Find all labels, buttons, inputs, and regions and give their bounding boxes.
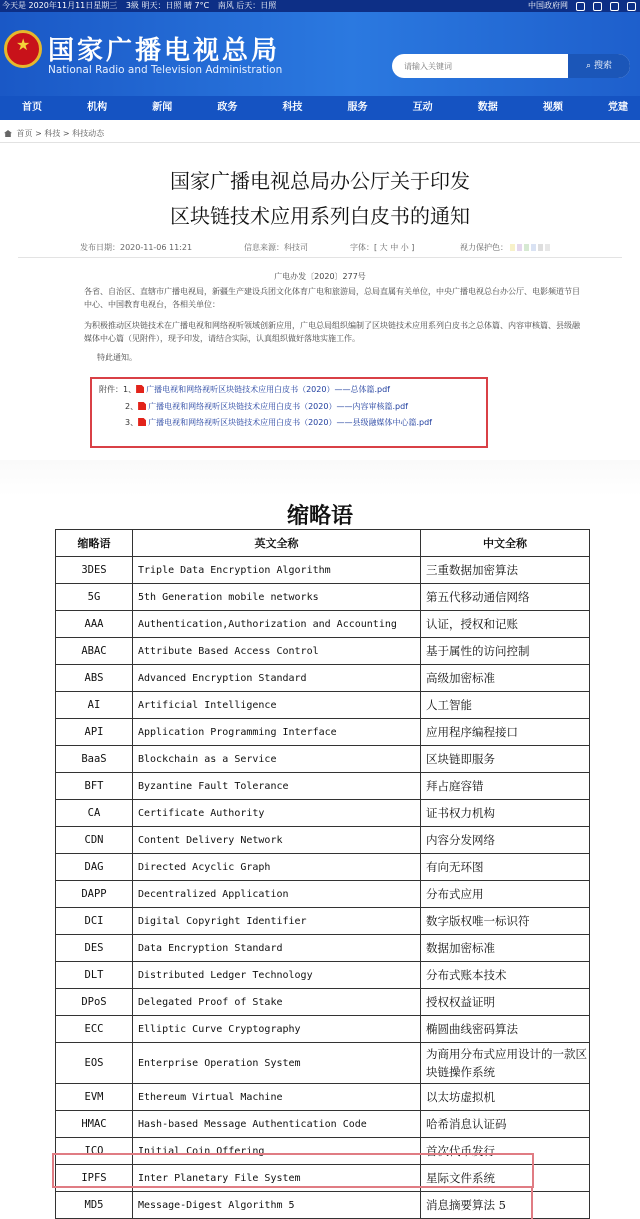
breadcrumb-separator: >	[62, 129, 70, 138]
breadcrumb	[4, 128, 104, 139]
search-button[interactable]: ⌕ 搜索	[568, 54, 630, 78]
nav-item-services[interactable]: 服务	[347, 102, 368, 113]
nav-item-party[interactable]: 党建	[607, 102, 628, 113]
table-row	[56, 1111, 590, 1138]
english-name-cell: Inter Planetary File System	[133, 1165, 421, 1192]
abbreviation-cell: ABS	[56, 665, 133, 692]
english-name-cell: 5th Generation mobile networks	[133, 584, 421, 611]
nav-item-news[interactable]: 新闻	[152, 102, 173, 113]
nav-item-home[interactable]: 首页	[22, 102, 42, 113]
table-row	[56, 719, 590, 746]
abbreviation-cell: 5G	[56, 584, 133, 611]
abbreviation-cell: CDN	[56, 827, 133, 854]
pdf-icon	[138, 418, 146, 426]
english-name-cell: Message-Digest Algorithm 5	[133, 1192, 421, 1219]
table-header-row	[56, 530, 590, 557]
attachment-number: 2、	[125, 402, 139, 411]
color-swatch[interactable]	[538, 244, 543, 251]
breadcrumb-technology[interactable]: 科技	[44, 129, 61, 138]
english-name-cell: Certificate Authority	[133, 800, 421, 827]
attachment-link[interactable]: 广播电视和网络视听区块链技术应用白皮书（2020）——内容审核篇.pdf	[148, 402, 408, 411]
english-name-cell: Hash-based Message Authentication Code	[133, 1111, 421, 1138]
chinese-name-cell: 应用程序编程接口	[421, 719, 590, 746]
english-name-cell: Artificial Intelligence	[133, 692, 421, 719]
attachment-link[interactable]: 广播电视和网络视听区块链技术应用白皮书（2020）——总体篇.pdf	[146, 385, 390, 394]
main-nav	[0, 96, 640, 120]
english-name-cell: Triple Data Encryption Algorithm	[133, 557, 421, 584]
publish-date: 发布日期：2020-11-06 11:21	[80, 243, 193, 252]
abbreviation-cell: 3DES	[56, 557, 133, 584]
table-row	[56, 1192, 590, 1219]
abbreviation-cell: BaaS	[56, 746, 133, 773]
top-links	[528, 0, 636, 12]
chinese-name-cell: 高级加密标准	[421, 665, 590, 692]
column-header: 英文全称	[133, 530, 421, 557]
abbreviation-cell: ECC	[56, 1016, 133, 1043]
abbreviation-cell: DAPP	[56, 881, 133, 908]
chinese-name-cell: 有向无环图	[421, 854, 590, 881]
chinese-name-cell: 椭圆曲线密码算法	[421, 1016, 590, 1043]
closing-line: 特此通知。	[97, 353, 137, 362]
nav-item-organization[interactable]: 机构	[87, 102, 108, 113]
weather-text-2: 南风 后天：日照	[217, 1, 277, 10]
chinese-name-cell: 消息摘要算法 5	[421, 1192, 590, 1219]
table-row	[56, 1084, 590, 1111]
search-box	[392, 54, 630, 78]
table-row	[56, 557, 590, 584]
color-swatch[interactable]	[524, 244, 529, 251]
site-title[interactable]: 国家广播电视总局	[48, 36, 281, 66]
divider	[18, 257, 622, 258]
english-name-cell: Blockchain as a Service	[133, 746, 421, 773]
color-swatch[interactable]	[531, 244, 536, 251]
abbreviations-heading: 缩略语	[286, 503, 353, 529]
abbreviation-cell: AAA	[56, 611, 133, 638]
abbreviation-cell: ABAC	[56, 638, 133, 665]
english-name-cell: Advanced Encryption Standard	[133, 665, 421, 692]
chinese-name-cell: 证书权力机构	[421, 800, 590, 827]
weibo-icon[interactable]	[576, 2, 585, 11]
attachment-1[interactable]	[99, 384, 390, 395]
english-name-cell: Ethereum Virtual Machine	[133, 1084, 421, 1111]
font-size-switch[interactable]: 字体：[ 大 中 小 ]	[350, 243, 415, 252]
wechat-icon[interactable]	[593, 2, 602, 11]
english-name-cell: Directed Acyclic Graph	[133, 854, 421, 881]
chinese-name-cell: 第五代移动通信网络	[421, 584, 590, 611]
date-weather	[2, 0, 282, 12]
abbreviation-cell: HMAC	[56, 1111, 133, 1138]
vision-protection-label: 视力保护色：	[460, 243, 508, 252]
date-text: 今天是 2020年11月11日星期三	[2, 1, 118, 10]
column-header: 缩略语	[56, 530, 133, 557]
table-row	[56, 1043, 590, 1084]
english-name-cell: Delegated Proof of Stake	[133, 989, 421, 1016]
nav-item-government[interactable]: 政务	[217, 102, 238, 113]
table-row	[56, 773, 590, 800]
vision-protection	[460, 242, 550, 253]
search-button-label: 搜索	[593, 61, 612, 71]
table-row	[56, 935, 590, 962]
abbreviation-cell: DPoS	[56, 989, 133, 1016]
chinese-name-cell: 人工智能	[421, 692, 590, 719]
abbreviation-cell: CA	[56, 800, 133, 827]
chinese-name-cell: 数据加密标准	[421, 935, 590, 962]
attachment-3[interactable]	[125, 417, 432, 428]
body-paragraph: 为积极推动区块链技术在广播电视和网络视听领域创新应用，广电总局组织编制了区块链技术应用系列白皮书之总体篇、内容审核篇、县级融媒体中心篇（见附件），现予印发，请结合实际，认真组织做好落地实施工作。	[84, 321, 580, 343]
table-row	[56, 800, 590, 827]
chinese-name-cell: 内容分发网络	[421, 827, 590, 854]
table-row	[56, 692, 590, 719]
attachment-number: 1、	[123, 385, 137, 394]
color-swatch[interactable]	[510, 244, 515, 251]
attachment-2[interactable]	[125, 401, 408, 412]
attachments-label: 附件：	[99, 385, 123, 394]
english-name-cell: Byzantine Fault Tolerance	[133, 773, 421, 800]
chinese-name-cell: 三重数据加密算法	[421, 557, 590, 584]
search-input[interactable]	[404, 58, 564, 74]
english-name-cell: Enterprise Operation System	[133, 1043, 421, 1084]
info-source: 信息来源：科技司	[244, 243, 308, 252]
breadcrumb-separator: >	[35, 129, 42, 138]
share-icon[interactable]	[627, 2, 636, 11]
chinese-name-cell: 授权权益证明	[421, 989, 590, 1016]
weather-text-1: 3級 明天：日照 晴 7°C	[125, 1, 210, 10]
table-row	[56, 584, 590, 611]
chinese-name-cell: 拜占庭容错	[421, 773, 590, 800]
table-row	[56, 989, 590, 1016]
table-row	[56, 854, 590, 881]
document-number: 广电办发〔2020〕277号	[274, 272, 366, 281]
attachment-number: 3、	[125, 418, 139, 427]
breadcrumb-home[interactable]: 首页	[16, 129, 33, 138]
table-row	[56, 638, 590, 665]
recipients-paragraph: 各省、自治区、直辖市广播电视局，新疆生产建设兵团文化体育广电和旅游局，总局直属有关单位，中央广播电视总台办公厅、电影频道节目中心、中国教育电视台，各相关单位：	[84, 287, 580, 309]
chinese-name-cell: 以太坊虚拟机	[421, 1084, 590, 1111]
chinese-name-cell: 为商用分布式应用设计的一款区块链操作系统	[421, 1043, 590, 1084]
abbreviations-table	[55, 529, 590, 1219]
english-name-cell: Digital Copyright Identifier	[133, 908, 421, 935]
chinese-name-cell: 认证，授权和记账	[421, 611, 590, 638]
highlight-mark	[531, 1188, 533, 1219]
chinese-name-cell: 分布式应用	[421, 881, 590, 908]
abbreviation-cell: DLT	[56, 962, 133, 989]
breadcrumb-tech-news[interactable]: 科技动态	[72, 129, 105, 138]
table-row	[56, 746, 590, 773]
english-name-cell: Initial Coin Offering	[133, 1138, 421, 1165]
english-name-cell: Distributed Ledger Technology	[133, 962, 421, 989]
nav-item-video[interactable]: 视频	[542, 102, 563, 113]
pdf-icon	[136, 385, 144, 393]
english-name-cell: Application Programming Interface	[133, 719, 421, 746]
site-subtitle: National Radio and Television Administration	[48, 64, 283, 76]
chinese-name-cell: 基于属性的访问控制	[421, 638, 590, 665]
chinese-name-cell: 星际文件系统	[421, 1165, 590, 1192]
abbreviation-cell: IPFS	[56, 1165, 133, 1192]
abbreviation-cell: BFT	[56, 773, 133, 800]
abbreviation-cell: AI	[56, 692, 133, 719]
table-row	[56, 1016, 590, 1043]
english-name-cell: Elliptic Curve Cryptography	[133, 1016, 421, 1043]
chinese-name-cell: 首次代币发行	[421, 1138, 590, 1165]
abbreviation-cell: ICO	[56, 1138, 133, 1165]
top-info-bar	[0, 0, 640, 12]
divider	[0, 142, 640, 143]
chinese-name-cell: 分布式账本技术	[421, 962, 590, 989]
abbreviation-cell: EOS	[56, 1043, 133, 1084]
attachment-link[interactable]: 广播电视和网络视听区块链技术应用白皮书（2020）——县级融媒体中心篇.pdf	[148, 418, 432, 427]
abbreviation-cell: DCI	[56, 908, 133, 935]
table-row	[56, 881, 590, 908]
nav-item-technology[interactable]: 科技	[282, 102, 303, 113]
national-emblem-icon: ★	[4, 30, 42, 68]
section-separator	[0, 460, 640, 496]
abbreviation-cell: API	[56, 719, 133, 746]
nav-item-data[interactable]: 数据	[477, 102, 498, 113]
table-row	[56, 611, 590, 638]
color-swatch[interactable]	[545, 244, 550, 251]
english-name-cell: Content Delivery Network	[133, 827, 421, 854]
article-title-line-2: 区块链技术应用系列白皮书的通知	[170, 204, 470, 228]
abbreviation-cell: DAG	[56, 854, 133, 881]
article-title-line-1: 国家广播电视总局办公厅关于印发	[170, 169, 470, 193]
english-name-cell: Attribute Based Access Control	[133, 638, 421, 665]
chinese-name-cell: 区块链即服务	[421, 746, 590, 773]
english-name-cell: Authentication,Authorization and Accounting	[133, 611, 421, 638]
chinese-name-cell: 数字版权唯一标识符	[421, 908, 590, 935]
site-header	[0, 12, 640, 96]
english-name-cell: Data Encryption Standard	[133, 935, 421, 962]
abbreviation-cell: MD5	[56, 1192, 133, 1219]
chinese-name-cell: 哈希消息认证码	[421, 1111, 590, 1138]
mobile-icon[interactable]	[610, 2, 619, 11]
column-header: 中文全称	[421, 530, 590, 557]
table-row	[56, 908, 590, 935]
ipfs-highlight-box	[52, 1153, 534, 1188]
abbreviation-cell: EVM	[56, 1084, 133, 1111]
gov-site-link[interactable]: 中国政府网	[528, 1, 568, 10]
table-row	[56, 827, 590, 854]
pdf-icon	[138, 402, 146, 410]
table-row	[56, 962, 590, 989]
table-row	[56, 665, 590, 692]
nav-item-interaction[interactable]: 互动	[412, 102, 433, 113]
english-name-cell: Decentralized Application	[133, 881, 421, 908]
color-swatch[interactable]	[517, 244, 522, 251]
home-icon	[4, 130, 12, 137]
abbreviation-cell: DES	[56, 935, 133, 962]
